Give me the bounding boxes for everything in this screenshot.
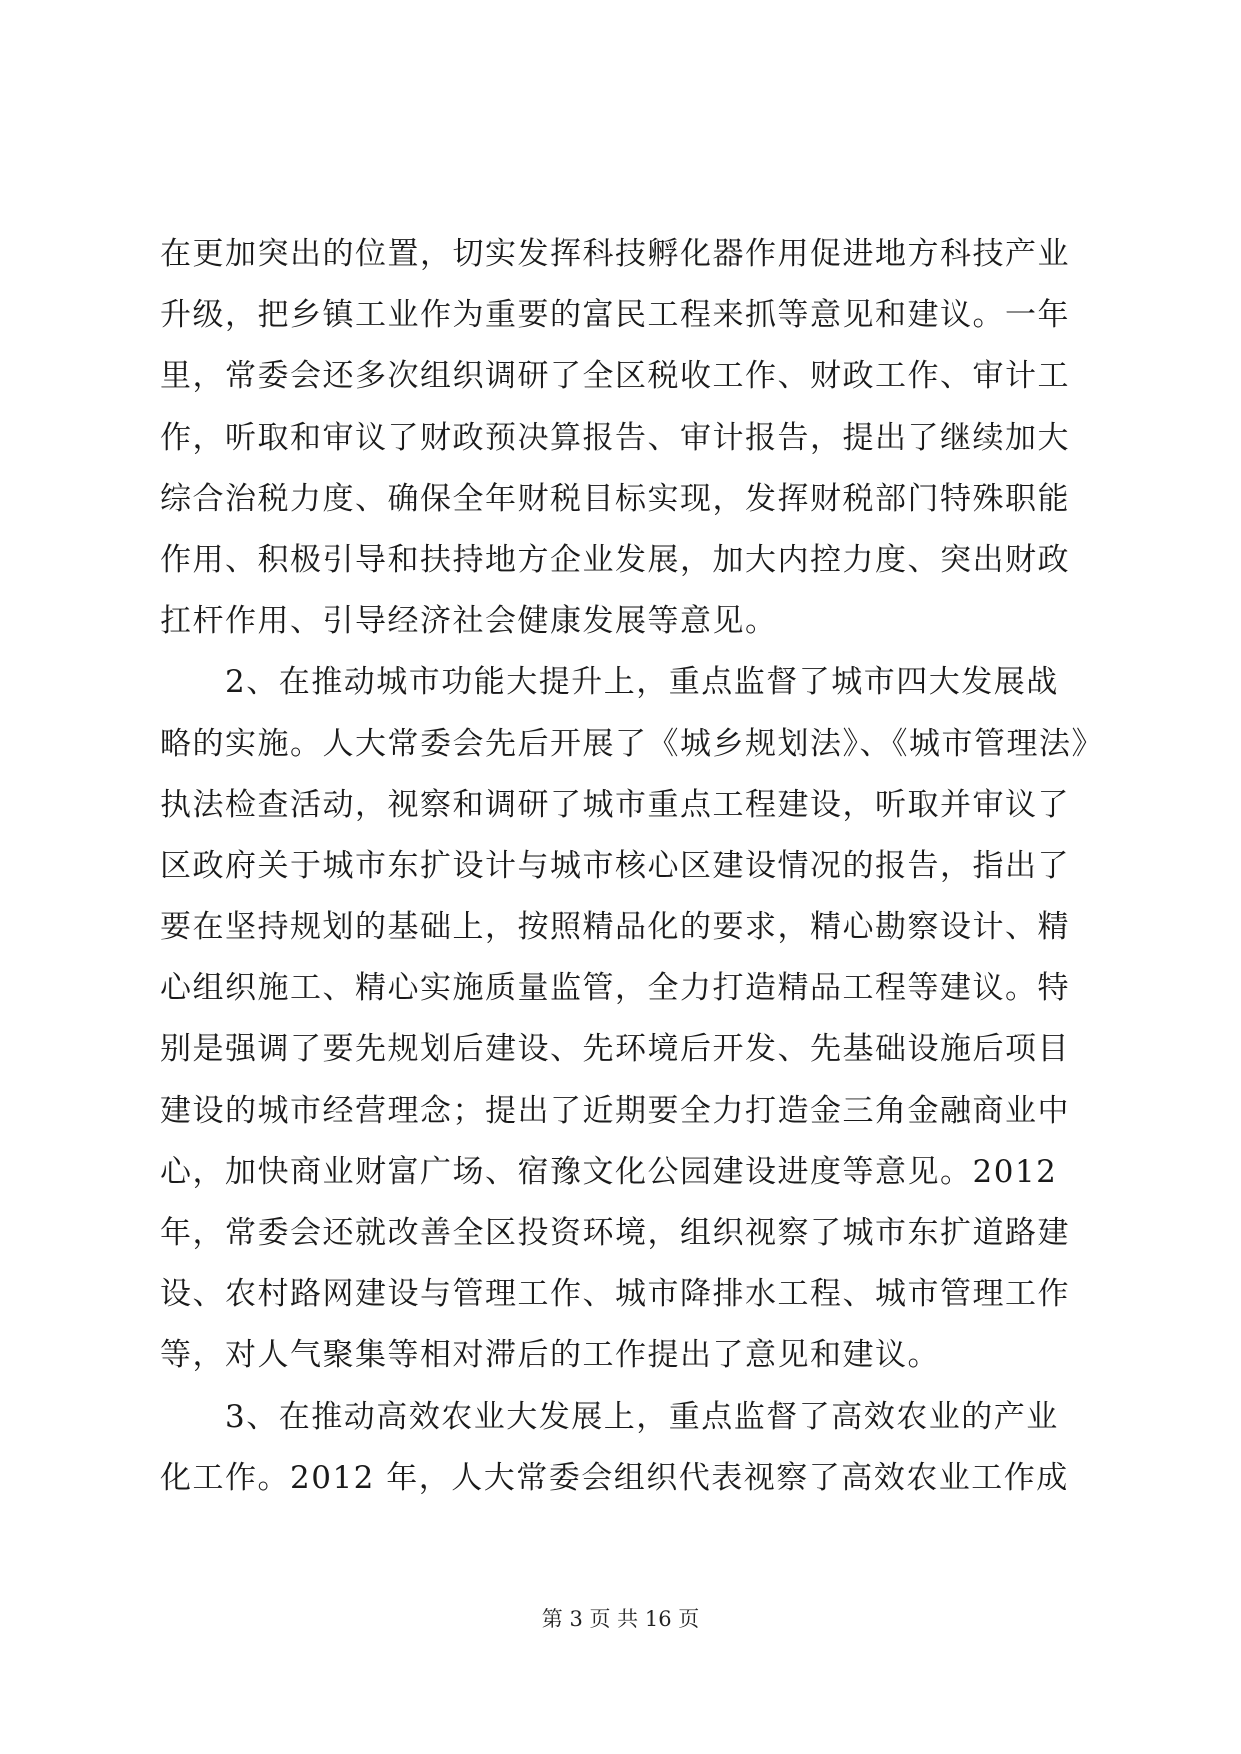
text-line: 建设的城市经营理念；提出了近期要全力打造金三角金融商业中: [160, 1092, 1070, 1129]
text-line: 略的实施。人大常委会先后开展了《城乡规划法》、《城市管理法》: [160, 725, 1104, 762]
text-line: 年，常委会还就改善全区投资环境，组织视察了城市东扩道路建: [160, 1215, 1070, 1251]
text-line: 别是强调了要先规划后建设、先环境后开发、先基础设施后项目: [160, 1031, 1070, 1068]
text-line: 作，听取和审议了财政预决算报告、审计报告，提出了继续加大: [160, 419, 1070, 456]
text-line: 综合治税力度、确保全年财税目标实现，发挥财税部门特殊职能: [160, 480, 1070, 517]
text-line: 2、在推动城市功能大提升上，重点监督了城市四大发展战: [160, 664, 1059, 701]
text-line: 心组织施工、精心实施质量监管，全力打造精品工程等建议。特: [160, 970, 1070, 1007]
document-body: [160, 224, 1104, 1509]
text-line: 作用、积极引导和扶持地方企业发展，加大内控力度、突出财政: [160, 541, 1070, 578]
page-number: 第 3 页 共 16 页: [541, 1607, 700, 1631]
text-line: 里，常委会还多次组织调研了全区税收工作、财政工作、审计工: [160, 358, 1070, 395]
text-line: 3、在推动高效农业大发展上，重点监督了高效农业的产业: [160, 1398, 1059, 1435]
text-line: 升级，把乡镇工业作为重要的富民工程来抓等意见和建议。一年: [160, 297, 1070, 334]
text-line: 执法检查活动，视察和调研了城市重点工程建设，听取并审议了: [160, 786, 1070, 823]
page-footer: [0, 1603, 1241, 1633]
text-line: 要在坚持规划的基础上，按照精品化的要求，精心勘察设计、精: [160, 909, 1070, 946]
text-line: 扛杆作用、引导经济社会健康发展等意见。: [160, 603, 778, 640]
text-line: 等，对人气聚集等相对滞后的工作提出了意见和建议。: [160, 1337, 940, 1374]
text-line: 设、农村路网建设与管理工作、城市降排水工程、城市管理工作: [160, 1276, 1070, 1313]
text-line: 在更加突出的位置，切实发挥科技孵化器作用促进地方科技产业: [160, 236, 1070, 272]
text-line: 区政府关于城市东扩设计与城市核心区建设情况的报告，指出了: [160, 847, 1070, 884]
text-line: 化工作。2012 年，人大常委会组织代表视察了高效农业工作成: [160, 1459, 1069, 1496]
text-line: 心，加快商业财富广场、宿豫文化公园建设进度等意见。2012: [160, 1153, 1058, 1190]
